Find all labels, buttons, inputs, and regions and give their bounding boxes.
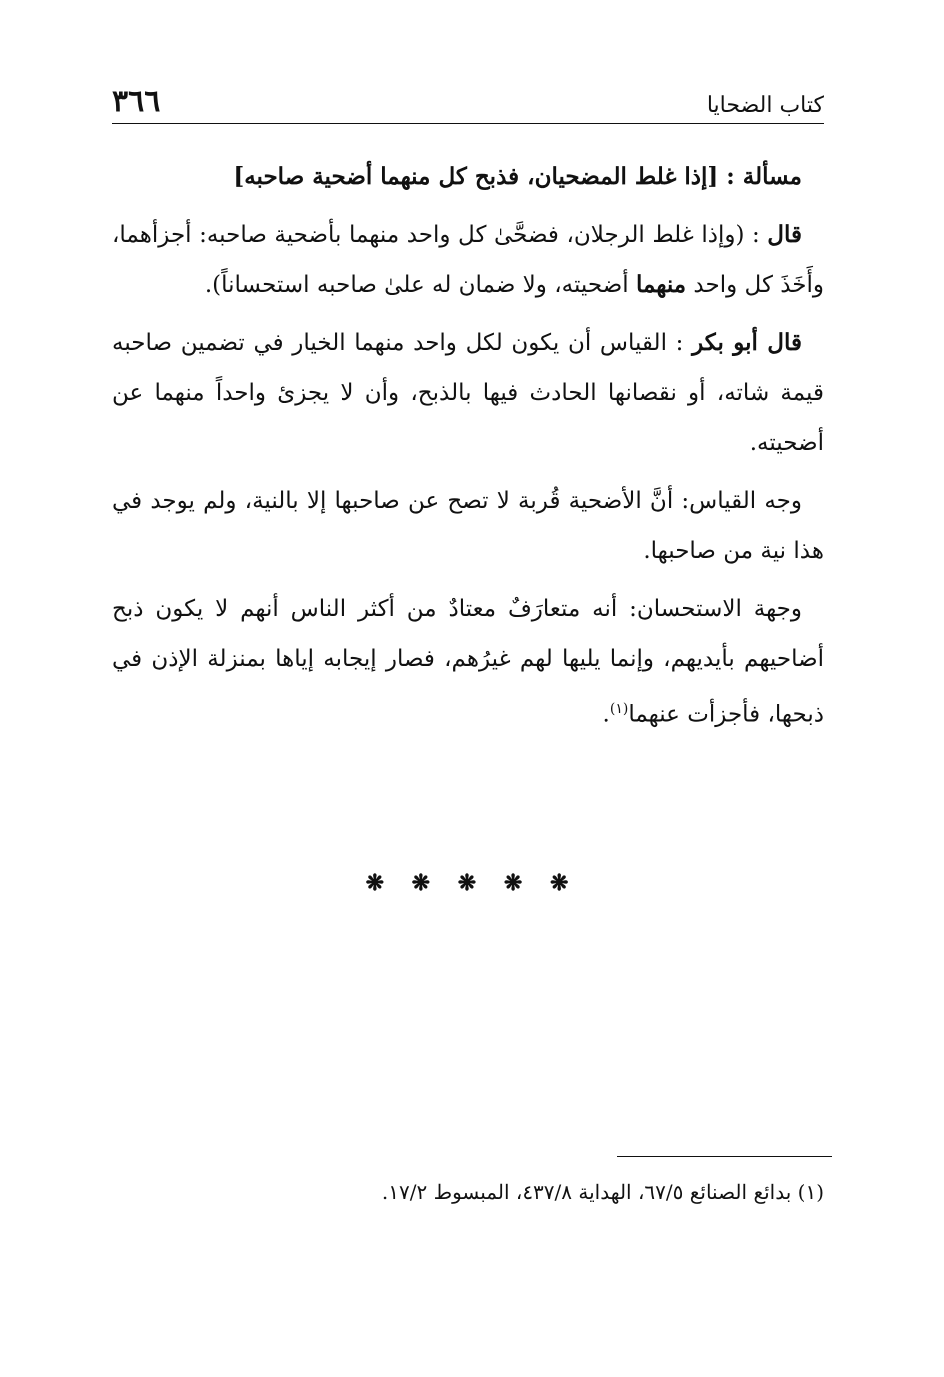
footnote-ref: (١) (609, 701, 629, 717)
footnote-divider (617, 1156, 832, 1157)
paragraph-text: : (وإذا غلط الرجلان، فضحَّىٰ كل واحد منهما بأضحية صاحبه: أجزأهما، وأَخَذَ كل واحد (112, 222, 824, 298)
page-number: ٣٦٦ (112, 84, 161, 119)
paragraph-istihsan (112, 584, 824, 740)
issue-heading (112, 152, 824, 202)
section-separator: ❋ ❋ ❋ ❋ ❋ (365, 870, 579, 896)
paragraph-abu-bakr (112, 318, 824, 468)
speaker-label: قال (767, 221, 802, 248)
issue-heading-title: [إذا غلط المضحيان، فذبح كل منهما أضحية صاحبه] (233, 163, 719, 190)
paragraph-end: . (602, 701, 610, 728)
paragraph-qiyas (112, 476, 824, 576)
emphasis-text: منهما (635, 271, 687, 298)
book-title: كتاب الضحايا (706, 93, 824, 118)
main-text (112, 152, 824, 748)
paragraph-text: : القياس أن يكون لكل واحد منهما الخيار في تضمين صاحبه قيمة شاته، أو نقصانها الحادث فيها بالذبح، وأن لا يجزئ واحداً منهما عن أضحيته. (112, 330, 824, 456)
footnote: (١) بدائع الصنائع ٦٧/٥، الهداية ٤٣٧/٨، المبسوط ١٧/٢. (381, 1180, 824, 1204)
issue-heading-prefix: مسألة : (718, 163, 802, 190)
paragraph-text-tail: أضحيته، ولا ضمان له علىٰ صاحبه استحساناً). (204, 272, 636, 298)
running-header (112, 78, 824, 124)
paragraph-text: وجه القياس: أنَّ الأضحية قُربة لا تصح عن صاحبها إلا بالنية، ولم يوجد في هذا نية من صاحبها. (112, 488, 824, 564)
speaker-label: قال أبو بكر (692, 329, 802, 356)
paragraph-qal (112, 210, 824, 310)
paragraph-text: وجهة الاستحسان: أنه متعارَفٌ معتادٌ من أكثر الناس أنهم لا يكون ذبح أضاحيهم بأيديهم، وإنما يليها لهم غيرُهم، فصار إيجابه إياها بمنزلة الإذن في ذبحها، فأجزأت عنهما (112, 596, 824, 728)
